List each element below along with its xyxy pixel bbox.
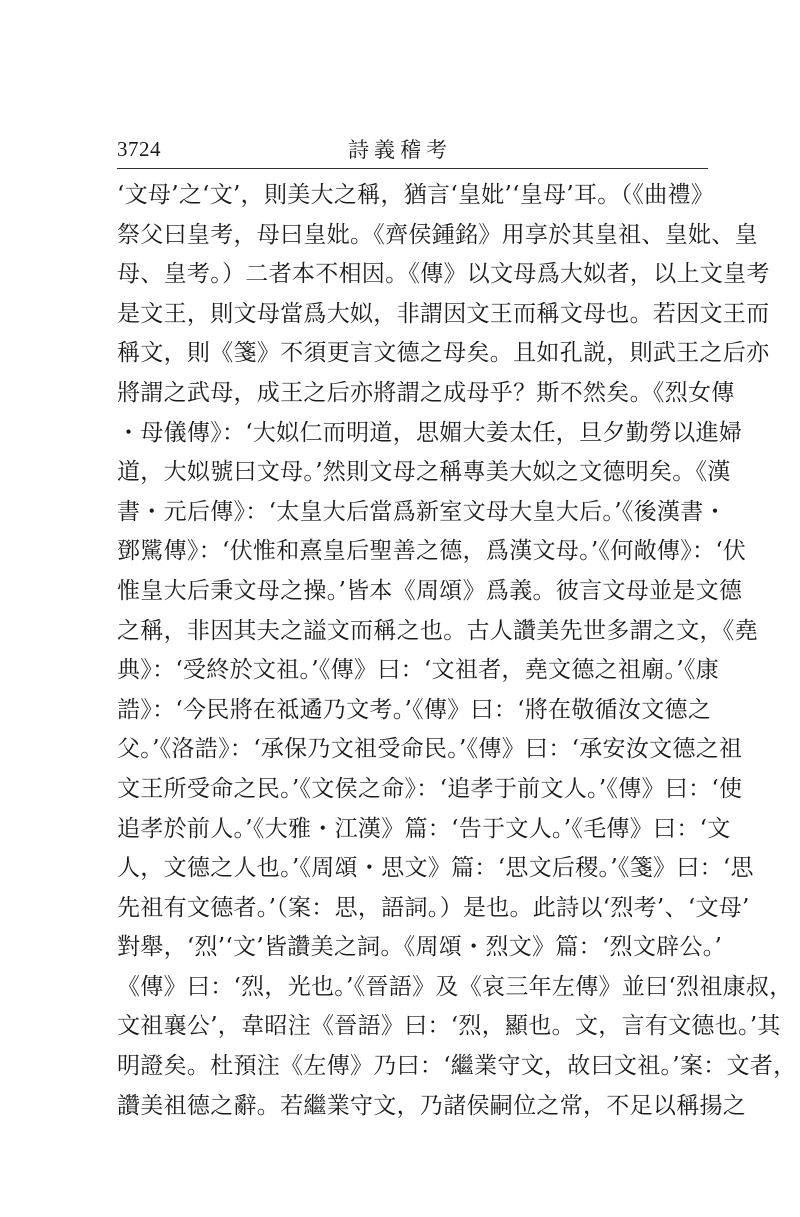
text-line: 稱文，則《箋》不須更言文德之母矣。且如孔説，則武王之后亦 bbox=[117, 340, 770, 367]
text-line: 讚美祖德之辭。若繼業守文，乃諸侯嗣位之常，不足以稱揚之 bbox=[117, 1092, 747, 1119]
text-line: 書・元后傳》：‘太皇大后當爲新室文母大皇大后。’《後漢書・ bbox=[117, 498, 727, 525]
text-line: ‘文母’之‘文’，則美大之稱，猶言‘皇妣’‘皇母’耳。（《曲禮》 bbox=[117, 182, 715, 208]
text-line: 人，文德之人也。’《周頌・思文》篇：‘思文后稷。’《箋》曰：‘思 bbox=[117, 855, 754, 882]
header-rule bbox=[117, 168, 708, 169]
body-text bbox=[117, 176, 797, 1126]
text-line: 文祖襄公’，韋昭注《晉語》曰：‘烈，顯也。文，言有文德也。’其 bbox=[117, 1013, 781, 1040]
running-title: 詩義稽考 bbox=[348, 138, 452, 162]
text-line: 母、皇考。）二者本不相因。《傳》以文母爲大姒者，以上文皇考 bbox=[117, 261, 770, 288]
text-line: 之稱，非因其夫之謚文而稱之也。古人讚美先世多謂之文，《堯 bbox=[117, 617, 758, 644]
text-line: ・母儀傳》：‘大姒仁而明道，思媚大姜太任，旦夕勤勞以進婦 bbox=[117, 419, 743, 446]
text-line: 將謂之武母，成王之后亦將謂之成母乎？斯不然矣。《烈女傳 bbox=[117, 379, 735, 406]
text-line: 典》：‘受終於文祖。’《傳》曰：‘文祖者，堯文德之祖廟。’《康 bbox=[117, 657, 720, 684]
page-number: 3724 bbox=[117, 137, 161, 161]
text-line: 誥》：‘今民將在祗遹乃文考。’《傳》曰：‘將在敬循汝文德之 bbox=[117, 696, 712, 723]
text-line: 是文王，則文母當爲大姒，非謂因文王而稱文母也。若因文王而 bbox=[117, 300, 770, 327]
text-line: 道，大姒號曰文母。’然則文母之稱專美大姒之文德明矣。《漢 bbox=[117, 459, 731, 486]
text-line: 《傳》曰：‘烈，光也。’《晉語》及《哀三年左傳》並曰‘烈祖康叔， bbox=[117, 973, 793, 1000]
text-line: 先祖有文德者。’（案：思，語詞。）是也。此詩以‘烈考’、‘文母’ bbox=[117, 894, 750, 921]
text-line: 對舉，‘烈’‘文’皆讚美之詞。《周頌・烈文》篇：‘烈文辟公。’ bbox=[117, 934, 723, 961]
text-line: 惟皇大后秉文母之操。’皆本《周頌》爲義。彼言文母並是文德 bbox=[117, 577, 743, 604]
text-line: 鄧騭傳》：‘伏惟和熹皇后聖善之德，爲漢文母。’《何敞傳》：‘伏 bbox=[117, 538, 747, 565]
text-line: 明證矣。杜預注《左傳》乃曰：‘繼業守文，故曰文祖。’案：文者， bbox=[117, 1053, 797, 1080]
text-line: 父。’《洛誥》：‘承保乃文祖受命民。’《傳》曰：‘承安汝文德之祖 bbox=[117, 736, 743, 763]
text-line: 追孝於前人。’《大雅・江漢》篇：‘告于文人。’《毛傳》曰：‘文 bbox=[117, 815, 731, 842]
text-line: 祭父曰皇考，母曰皇妣。《齊侯鍾銘》用享於其皇祖、皇妣、皇 bbox=[117, 221, 758, 248]
text-line: 文王所受命之民。’《文侯之命》：‘追孝于前文人。’《傳》曰：‘使 bbox=[117, 775, 743, 802]
